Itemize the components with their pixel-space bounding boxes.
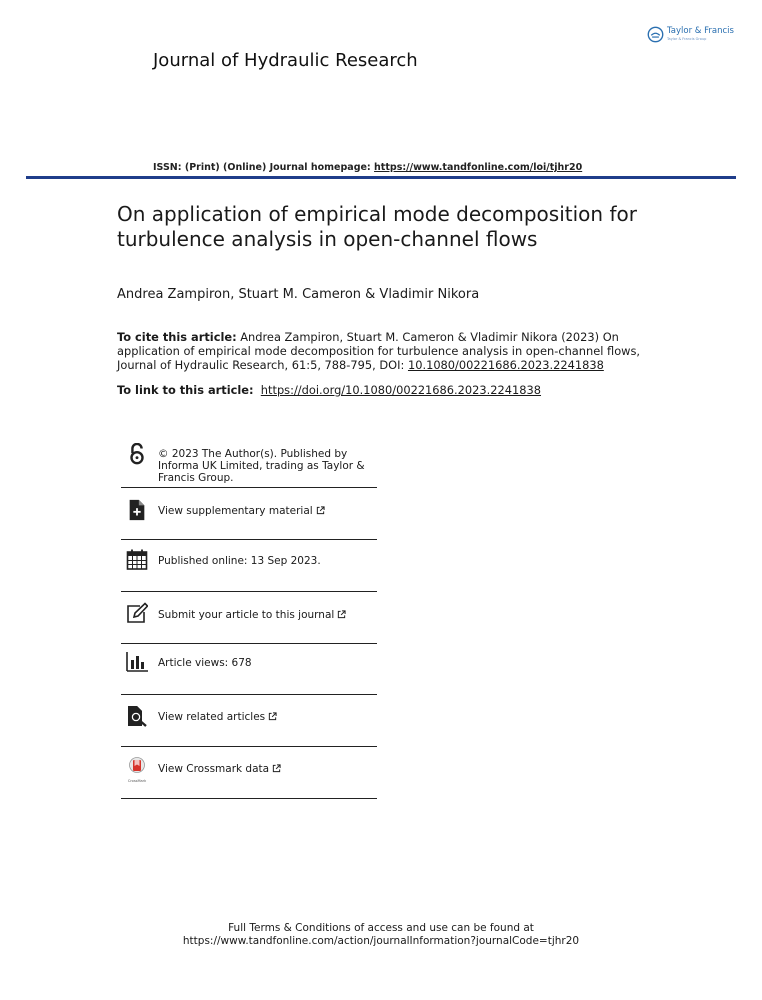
publisher-logo[interactable] (647, 20, 742, 48)
external-link-icon (337, 610, 346, 619)
license-text: © 2023 The Author(s). Published by Informa UK Limited, trading as Taylor & Francis Group. (158, 448, 365, 484)
journal-title: Journal of Hydraulic Research (153, 50, 418, 71)
crossmark-logo-text: CrossMark (127, 779, 147, 783)
calendar-icon (126, 549, 148, 571)
external-link-icon (316, 506, 325, 515)
journal-homepage-link[interactable]: https://www.tandfonline.com/loi/tjhr20 (374, 162, 583, 173)
related-articles-search-icon (126, 705, 148, 727)
publisher-tagline: Taylor & Francis Group (667, 36, 707, 41)
article-authors: Andrea Zampiron, Stuart M. Cameron & Vladimir Nikora (117, 287, 480, 302)
header-divider (26, 176, 736, 179)
published-row (121, 540, 377, 592)
citation-text: Andrea Zampiron, Stuart M. Cameron & Vladimir Nikora (2023) On application of empirical mode decomposition for turbulence analysis in open-channel flows, Journal of Hydraulic Research, 61:5, 788-795, DOI: (117, 330, 641, 372)
citation-doi-link[interactable]: 10.1080/00221686.2023.2241838 (407, 358, 604, 372)
article-info-list (121, 443, 377, 799)
article-doi-link[interactable]: https://doi.org/10.1080/00221686.2023.2241838 (260, 383, 542, 397)
link-label: To link to this article: (117, 383, 254, 397)
publisher-name: Taylor & Francis (667, 26, 734, 36)
citation-label: To cite this article: (117, 330, 237, 344)
external-link-icon (268, 712, 277, 721)
crossmark-row[interactable] (121, 747, 377, 799)
bar-chart-icon (126, 651, 148, 673)
article-link-line (117, 383, 541, 397)
crossmark-icon (123, 757, 151, 775)
related-articles-link[interactable]: View related articles (158, 711, 266, 723)
published-date: Published online: 13 Sep 2023. (158, 555, 321, 567)
submit-row[interactable] (121, 592, 377, 644)
supplementary-file-icon (126, 499, 148, 521)
crossmark-logo (123, 757, 151, 783)
footer (0, 922, 762, 948)
taylor-francis-logo-icon (647, 26, 664, 43)
submit-article-link[interactable]: Submit your article to this journal (158, 609, 335, 621)
related-row[interactable] (121, 695, 377, 747)
footer-terms-text: Full Terms & Conditions of access and use can be found at (228, 922, 534, 934)
citation-block (117, 330, 647, 372)
footer-terms-link[interactable]: https://www.tandfonline.com/action/journalInformation?journalCode=tjhr20 (182, 935, 580, 947)
edit-pencil-icon (126, 602, 148, 624)
issn-prefix: ISSN: (Print) (Online) Journal homepage: (153, 162, 375, 173)
supplementary-link[interactable]: View supplementary material (158, 505, 313, 517)
supplementary-row[interactable] (121, 488, 377, 540)
article-views: Article views: 678 (158, 657, 252, 669)
crossmark-link[interactable]: View Crossmark data (158, 763, 270, 775)
open-access-lock-icon (126, 443, 148, 465)
issn-line (153, 162, 582, 173)
article-title: On application of empirical mode decomposition for turbulence analysis in open-channel flows (117, 202, 637, 251)
views-row (121, 644, 377, 695)
license-row (121, 443, 377, 488)
external-link-icon (272, 764, 281, 773)
